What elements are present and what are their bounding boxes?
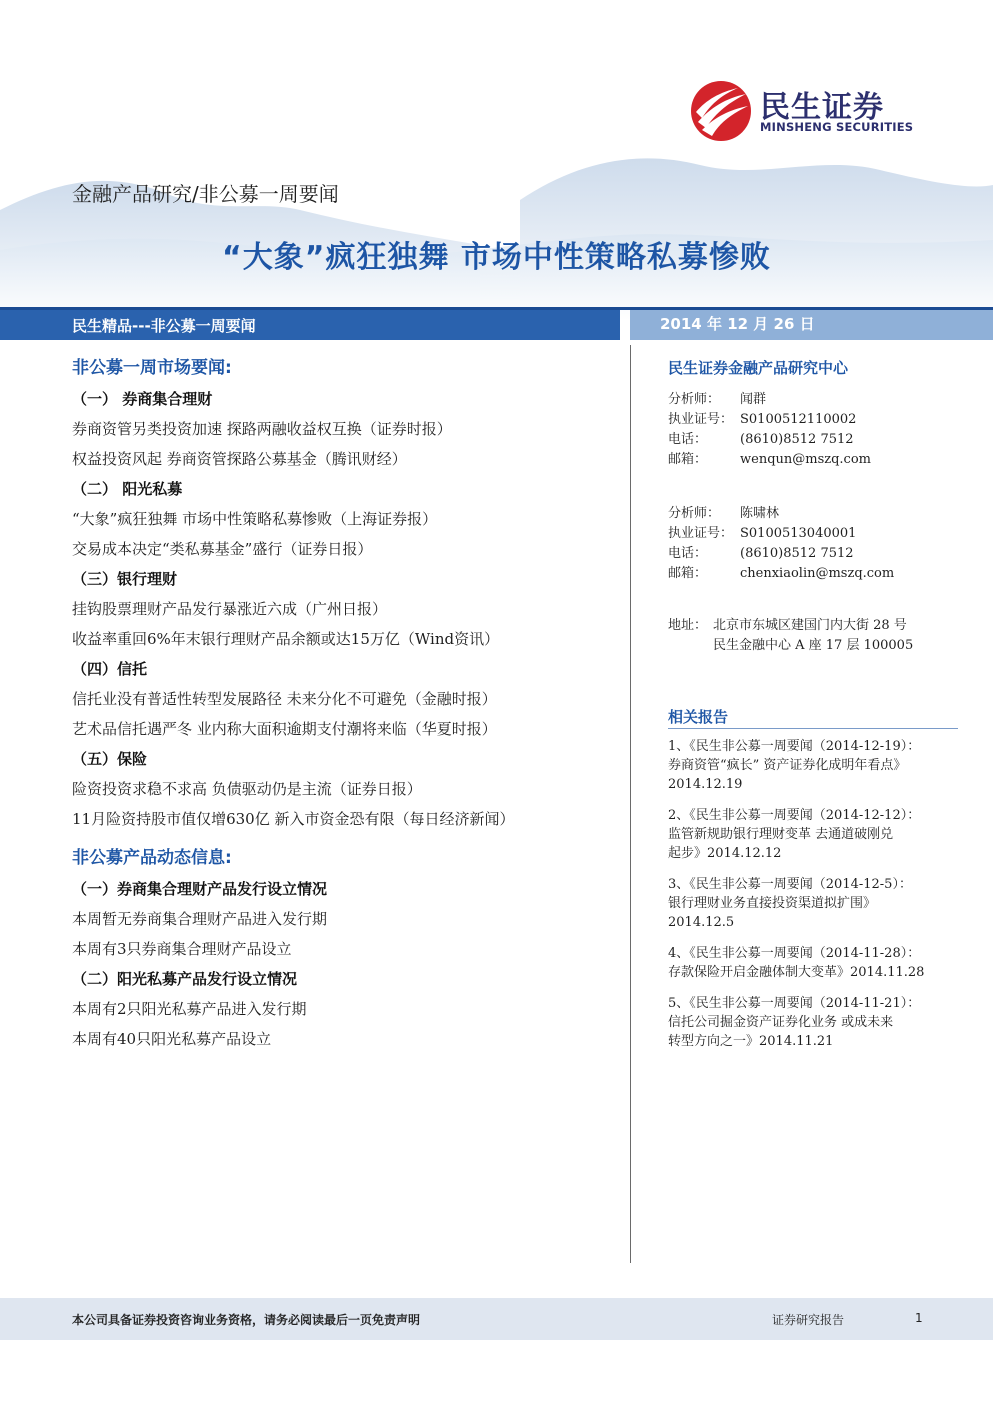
report-date: 2014 年 12 月 26 日 xyxy=(660,315,815,333)
footer-disclaimer: 本公司具备证券投资咨询业务资格，请务必阅读最后一页免责声明 xyxy=(72,1313,421,1327)
report-title: “大象”疯狂独舞 市场中性策略私募惨败 xyxy=(222,240,771,275)
license-number: S0100513040001 xyxy=(740,526,857,541)
related-report[interactable] xyxy=(668,737,968,794)
product-item: 本周暂无券商集合理财产品进入发行期 xyxy=(72,910,328,928)
related-report-line: 信托公司掘金资产证券化业务 或成未来 xyxy=(668,1015,894,1030)
field-label: 邮箱： xyxy=(668,566,708,581)
news-item: 挂钩股票理财产品发行暴涨近六成（广州日报） xyxy=(72,600,388,618)
product-dynamics-heading: 非公募产品动态信息: xyxy=(72,848,232,868)
analyst-name: 闻群 xyxy=(740,392,767,407)
column-divider xyxy=(630,345,631,1263)
related-report-line: 监管新规助银行理财变革 去通道破刚兑 xyxy=(668,827,894,842)
field-label: 地址： xyxy=(668,618,708,633)
right-column xyxy=(668,354,968,1051)
product-item: 本周有40只阳光私募产品设立 xyxy=(72,1030,272,1048)
related-report-line: 2014.12.5 xyxy=(668,915,735,930)
address-block xyxy=(668,616,968,656)
field-label: 分析师： xyxy=(668,392,721,407)
group-heading: （一） 券商集合理财 xyxy=(72,390,213,408)
related-report-line: 存款保险开启金融体制大变革》2014.11.28 xyxy=(668,965,925,980)
group-heading: （四）信托 xyxy=(72,660,148,678)
related-report-line: 4、《民生非公募一周要闻（2014-11-28）： xyxy=(668,946,921,961)
address-line-1: 北京市东城区建国门内大街 28 号 xyxy=(713,618,907,633)
email-link[interactable]: chenxiaolin@mszq.com xyxy=(740,566,895,581)
field-label: 分析师： xyxy=(668,506,721,521)
related-report-line: 银行理财业务直接投资渠道拟扩围》 xyxy=(668,896,877,911)
field-label: 执业证号： xyxy=(668,526,734,541)
brand-name-en: MINSHENG SECURITIES xyxy=(760,120,914,134)
market-news-heading: 非公募一周市场要闻: xyxy=(72,358,232,378)
related-report[interactable] xyxy=(668,875,968,932)
analyst-card xyxy=(668,390,968,470)
mountain-landscape-background xyxy=(0,140,993,320)
phone-number: (8610)8512 7512 xyxy=(740,546,854,561)
page-footer xyxy=(0,1298,993,1340)
related-report-line: 5、《民生非公募一周要闻（2014-11-21）： xyxy=(668,996,921,1011)
related-report-line: 转型方向之一》2014.11.21 xyxy=(668,1034,834,1049)
news-item: 艺术品信托遇严冬 业内称大面积逾期支付潮将来临（华夏时报） xyxy=(72,720,497,738)
product-group-heading: （二）阳光私募产品发行设立情况 xyxy=(72,970,298,988)
news-item: 交易成本决定“类私募基金”盛行（证券日报） xyxy=(72,540,373,558)
group-heading: （三）银行理财 xyxy=(72,570,178,588)
research-center-name: 民生证券金融产品研究中心 xyxy=(668,359,849,377)
related-report[interactable] xyxy=(668,806,968,863)
minsheng-swoosh-logo-icon xyxy=(690,80,752,142)
related-report-line: 3、《民生非公募一周要闻（2014-12-5）： xyxy=(668,877,912,892)
related-report[interactable] xyxy=(668,994,968,1051)
footer-report-type: 证券研究报告 xyxy=(772,1313,845,1327)
group-heading: （五）保险 xyxy=(72,750,148,768)
group-heading: （二） 阳光私募 xyxy=(72,480,183,498)
title-band xyxy=(0,307,993,340)
news-item: 险资投资求稳不求高 负债驱动仍是主流（证券日报） xyxy=(72,780,422,798)
news-item: 收益率重回6%年末银行理财产品余额或达15万亿（Wind资讯） xyxy=(72,630,500,648)
left-column xyxy=(72,352,617,1054)
address-line-2: 民生金融中心 A 座 17 层 100005 xyxy=(713,638,914,653)
related-reports-heading: 相关报告 xyxy=(668,706,958,729)
news-item: “大象”疯狂独舞 市场中性策略私募惨败（上海证券报） xyxy=(72,510,438,528)
related-report[interactable] xyxy=(668,944,968,982)
page-number: 1 xyxy=(915,1311,923,1325)
company-logo xyxy=(690,80,930,140)
news-item: 权益投资风起 券商资管探路公募基金（腾讯财经） xyxy=(72,450,407,468)
related-report-line: 1、《民生非公募一周要闻（2014-12-19）： xyxy=(668,739,921,754)
field-label: 电话： xyxy=(668,546,708,561)
analyst-card xyxy=(668,504,968,584)
band-label: 民生精品---非公募一周要闻 xyxy=(72,317,256,335)
news-item: 11月险资持股市值仅增630亿 新入市资金恐有限（每日经济新闻） xyxy=(72,810,515,828)
report-category: 金融产品研究/非公募一周要闻 xyxy=(72,182,339,206)
product-group-heading: （一）券商集合理财产品发行设立情况 xyxy=(72,880,328,898)
field-label: 执业证号： xyxy=(668,412,734,427)
brand-name-cn: 民生证券 xyxy=(760,90,884,125)
related-report-line: 2014.12.19 xyxy=(668,777,743,792)
related-report-line: 起步》2014.12.12 xyxy=(668,846,782,861)
license-number: S0100512110002 xyxy=(740,412,857,427)
related-report-line: 2、《民生非公募一周要闻（2014-12-12）： xyxy=(668,808,921,823)
phone-number: (8610)8512 7512 xyxy=(740,432,854,447)
band-top-rule xyxy=(0,307,993,310)
analyst-name: 陈啸林 xyxy=(740,506,780,521)
news-item: 信托业没有普适性转型发展路径 未来分化不可避免（金融时报） xyxy=(72,690,497,708)
product-item: 本周有2只阳光私募产品进入发行期 xyxy=(72,1000,307,1018)
product-item: 本周有3只券商集合理财产品设立 xyxy=(72,940,292,958)
field-label: 邮箱： xyxy=(668,452,708,467)
email-link[interactable]: wenqun@mszq.com xyxy=(740,452,871,467)
related-report-line: 券商资管“疯长” 资产证券化成明年看点》 xyxy=(668,758,907,773)
field-label: 电话： xyxy=(668,432,708,447)
news-item: 券商资管另类投资加速 探路两融收益权互换（证券时报） xyxy=(72,420,452,438)
